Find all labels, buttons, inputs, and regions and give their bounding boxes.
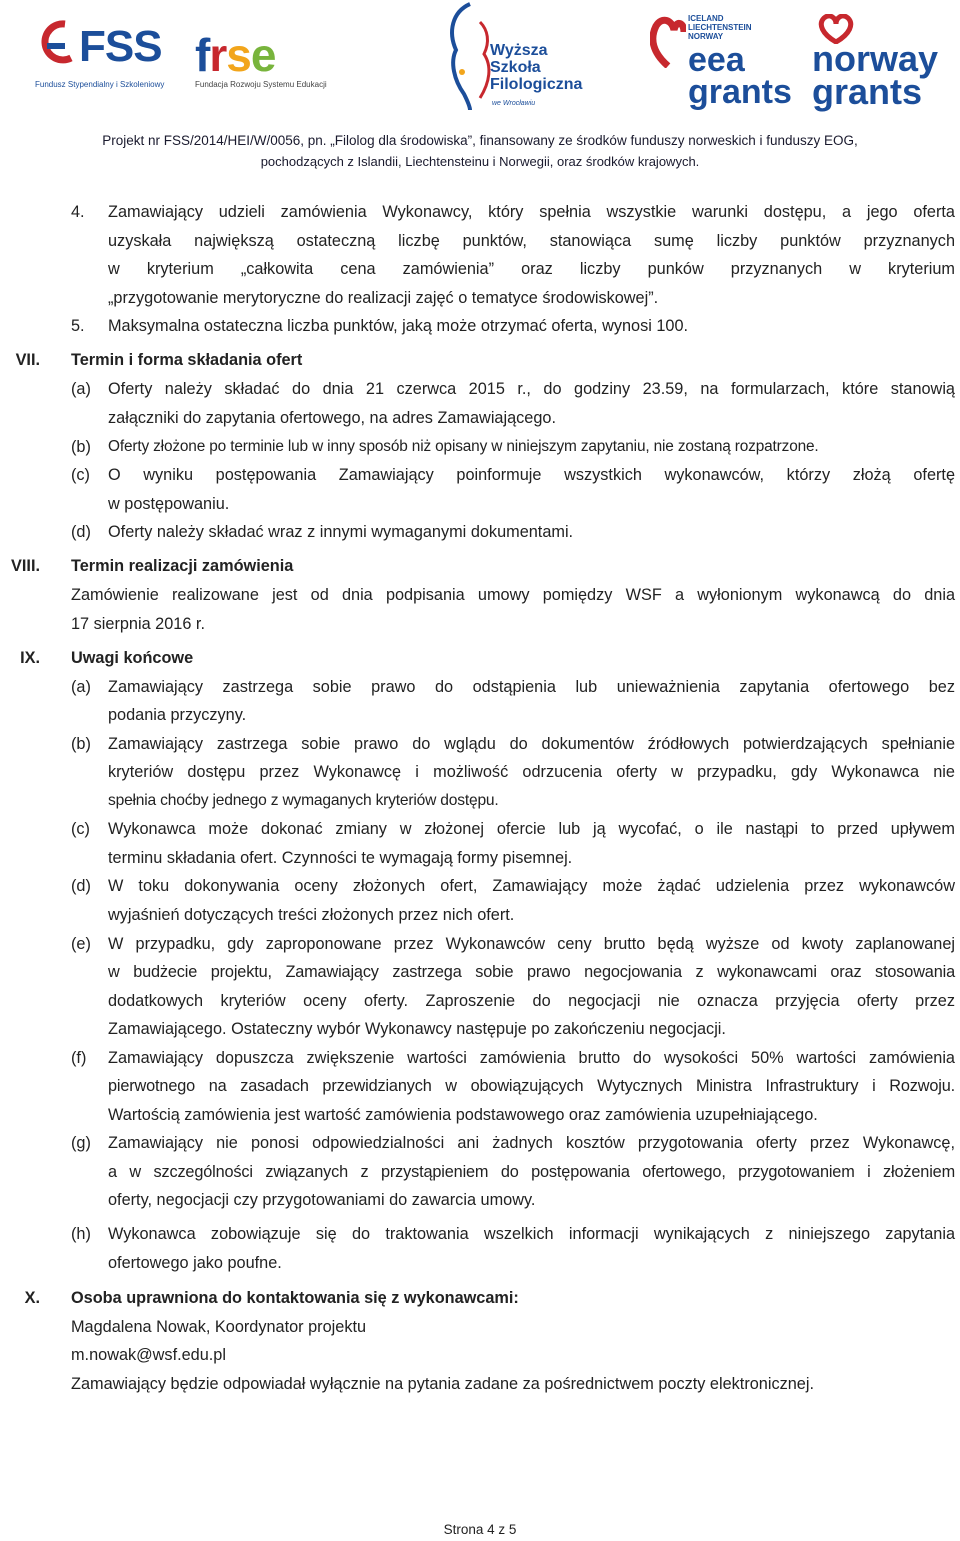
wsf-logo — [440, 2, 583, 112]
paragraph-line: w postępowaniu. — [108, 495, 230, 513]
eea-heart-icon — [650, 16, 686, 68]
norway-grants-logo — [812, 14, 960, 114]
paragraph-line: O wyniku postępowania Zamawiający poinformuje wszystkich wykonawców, którzy złożą ofertę — [108, 466, 955, 484]
paragraph-line: dodatkowych kryteriów oceny oferty. Zaproszenie do negocjacji nie oznacza przyjęcia oferty przez — [108, 992, 955, 1010]
section-number: IX. — [20, 649, 40, 667]
section-number: X. — [24, 1289, 40, 1307]
section-title: Termin i forma składania ofert — [71, 351, 303, 369]
paragraph-line: Zamówienie realizowane jest od dnia podpisania umowy pomiędzy WSF a wyłonionym wykonawcą do dnia — [71, 586, 955, 604]
frse-logo-subtitle: Fundacja Rozwoju Systemu Edukacji — [195, 80, 327, 89]
project-info-line-2: pochodzących z Islandii, Liechtensteinu i Norwegii, oraz środków krajowych. — [260, 154, 700, 169]
fss-mark-icon — [35, 18, 77, 70]
list-label: (c) — [71, 466, 90, 484]
paragraph-line: Zamawiający dopuszcza zwiększenie wartości zamówienia brutto do wysokości 50% wartości zamówienia — [108, 1049, 955, 1067]
paragraph-line: w kryterium „całkowita cena zamówienia” oraz liczby punków przyznanych w kryterium — [108, 260, 955, 278]
list-label: (g) — [71, 1134, 91, 1152]
paragraph-line: Oferty należy składać wraz z innymi wymaganymi dokumentami. — [108, 523, 574, 541]
frse-logo-word: frse — [195, 29, 276, 81]
paragraph-line: Wartością zamówienia jest wartość zamówienia podstawowego oraz zamówienia uzupełniającego. — [108, 1106, 818, 1124]
project-info-line-1: Projekt nr FSS/2014/HEI/W/0056, pn. „Filolog dla środowiska”, finansowany ze środków funduszy norweskich i funduszy EOG, — [102, 133, 858, 148]
header-logos — [0, 0, 960, 125]
paragraph-line: a w szczególności związanych z przystąpieniem do postępowania ofertowego, przygotowaniem i złożeniem — [108, 1163, 955, 1181]
paragraph-line: Zamawiający nie ponosi odpowiedzialności ani żadnych kosztów przygotowania oferty przez Wykonawcę, — [108, 1134, 955, 1152]
section-title: Termin realizacji zamówienia — [71, 557, 294, 575]
contact-email[interactable]: m.nowak@wsf.edu.pl — [71, 1346, 226, 1364]
fss-logo-word: FSS — [79, 22, 162, 71]
paragraph-line: Zamawiający zastrzega sobie prawo do odstąpienia lub unieważnienia zapytania ofertowego bez — [108, 678, 955, 696]
paragraph-line: ofertowego jako poufne. — [108, 1254, 282, 1272]
paragraph-line: Oferty złożone po terminie lub w inny sposób niż opisany w niniejszym zapytaniu, nie zostaną rozpatrzone. — [108, 438, 819, 455]
list-label: (d) — [71, 523, 91, 541]
paragraph-line: Zamawiający zastrzega sobie prawo do wglądu do dokumentów źródłowych potwierdzających spełnianie — [108, 735, 955, 753]
paragraph-line: terminu składania ofert. Czynności te wymagają formy pisemnej. — [108, 849, 573, 867]
norway-logo-word: norway grants — [812, 38, 939, 112]
section-number: VII. — [15, 351, 40, 369]
paragraph-line: Oferty należy składać do dnia 21 czerwca 2015 r., do godziny 23.59, na formularzach, które stanowią — [108, 380, 955, 398]
item-number: 5. — [71, 317, 85, 335]
paragraph-line: załączniki do zapytania ofertowego, na adres Zamawiającego. — [108, 409, 556, 427]
section-title: Uwagi końcowe — [71, 649, 194, 667]
wsf-logo-word: Wyższa Szkoła Filologiczna — [490, 42, 583, 93]
section-number: VIII. — [11, 557, 40, 575]
eea-logo-word: eea grants — [688, 41, 792, 111]
list-label: (d) — [71, 877, 91, 895]
list-label: (e) — [71, 935, 91, 953]
eea-logo-countries: ICELAND LIECHTENSTEIN NORWAY — [688, 14, 752, 41]
list-label: (b) — [71, 735, 91, 753]
paragraph-line: wyjaśnień dotyczących treści złożonych przez nich ofert. — [108, 906, 515, 924]
wsf-logo-subtitle: we Wrocławiu — [492, 100, 536, 107]
frse-logo — [195, 28, 355, 98]
paragraph-line: oferty, negocjacji czy przygotowaniami do zawarcia umowy. — [108, 1191, 536, 1209]
list-label: (a) — [71, 380, 91, 398]
item-number: 4. — [71, 203, 85, 221]
list-label: (b) — [71, 438, 91, 456]
paragraph-line: w budżecie projektu, Zamawiający zastrzega sobie prawo negocjowania z wykonawcami oraz stosowania — [108, 963, 955, 981]
paragraph-line: kryteriów dostępu przez Wykonawcę i możliwość odrzucenia oferty w przypadku, gdy Wykonawca nie — [108, 763, 955, 781]
contact-name: Magdalena Nowak, Koordynator projektu — [71, 1318, 367, 1336]
paragraph-line: Zamawiający będzie odpowiadał wyłącznie na pytania zadane za pośrednictwem poczty elektronicznej. — [71, 1375, 815, 1393]
list-label: (c) — [71, 820, 90, 838]
fss-logo-subtitle: Fundusz Stypendialny i Szkoleniowy — [35, 80, 165, 89]
paragraph-line: pierwotnego na zasadach przewidzianych w obowiązujących Wytycznych Ministra Infrastruktury i Rozwoju. — [108, 1077, 955, 1095]
page-number: Strona 4 z 5 — [443, 1522, 517, 1537]
list-label: (a) — [71, 678, 91, 696]
paragraph-line: uzyskała największą ostateczną liczbę punktów, stanowiąca sumę liczby punktów przyznanych — [108, 232, 955, 250]
list-label: (f) — [71, 1049, 87, 1067]
list-label: (h) — [71, 1225, 91, 1243]
paragraph-line: Wykonawca może dokonać zmiany w złożonej ofercie lub ją wycofać, o ile nastąpi to przed upływem — [108, 820, 955, 838]
paragraph-line: Wykonawca zobowiązuje się do traktowania wszelkich informacji wynikających z niniejszego zapytania — [108, 1225, 955, 1243]
paragraph-line: W toku dokonywania oceny złożonych ofert, Zamawiający może żądać udzielenia przez wykonawców — [108, 877, 955, 895]
paragraph-line: Maksymalna ostateczna liczba punktów, jaką może otrzymać oferta, wynosi 100. — [108, 317, 689, 335]
paragraph-line: Zamawiającego. Ostateczny wybór Wykonawcy następuje po zakończeniu negocjacji. — [108, 1020, 726, 1038]
paragraph-line: Zamawiający udzieli zamówienia Wykonawcy, który spełnia wszystkie warunki dostępu, a jego oferta — [108, 203, 955, 221]
paragraph-line: spełnia choćby jednego z wymaganych kryteriów dostępu. — [108, 792, 499, 809]
paragraph-line: 17 sierpnia 2016 r. — [71, 615, 205, 633]
paragraph-line: W przypadku, gdy zaproponowane przez Wykonawców ceny brutto będą wyższe od kwoty zaplanowanej — [108, 935, 955, 953]
fss-logo — [35, 18, 165, 98]
section-title: Osoba uprawniona do kontaktowania się z wykonawcami: — [71, 1289, 519, 1307]
paragraph-line: podania przyczyny. — [108, 706, 247, 724]
paragraph-line: „przygotowanie merytoryczne do realizacji zajęć o tematyce środowiskowej”. — [108, 289, 659, 307]
eea-grants-logo — [650, 12, 800, 112]
